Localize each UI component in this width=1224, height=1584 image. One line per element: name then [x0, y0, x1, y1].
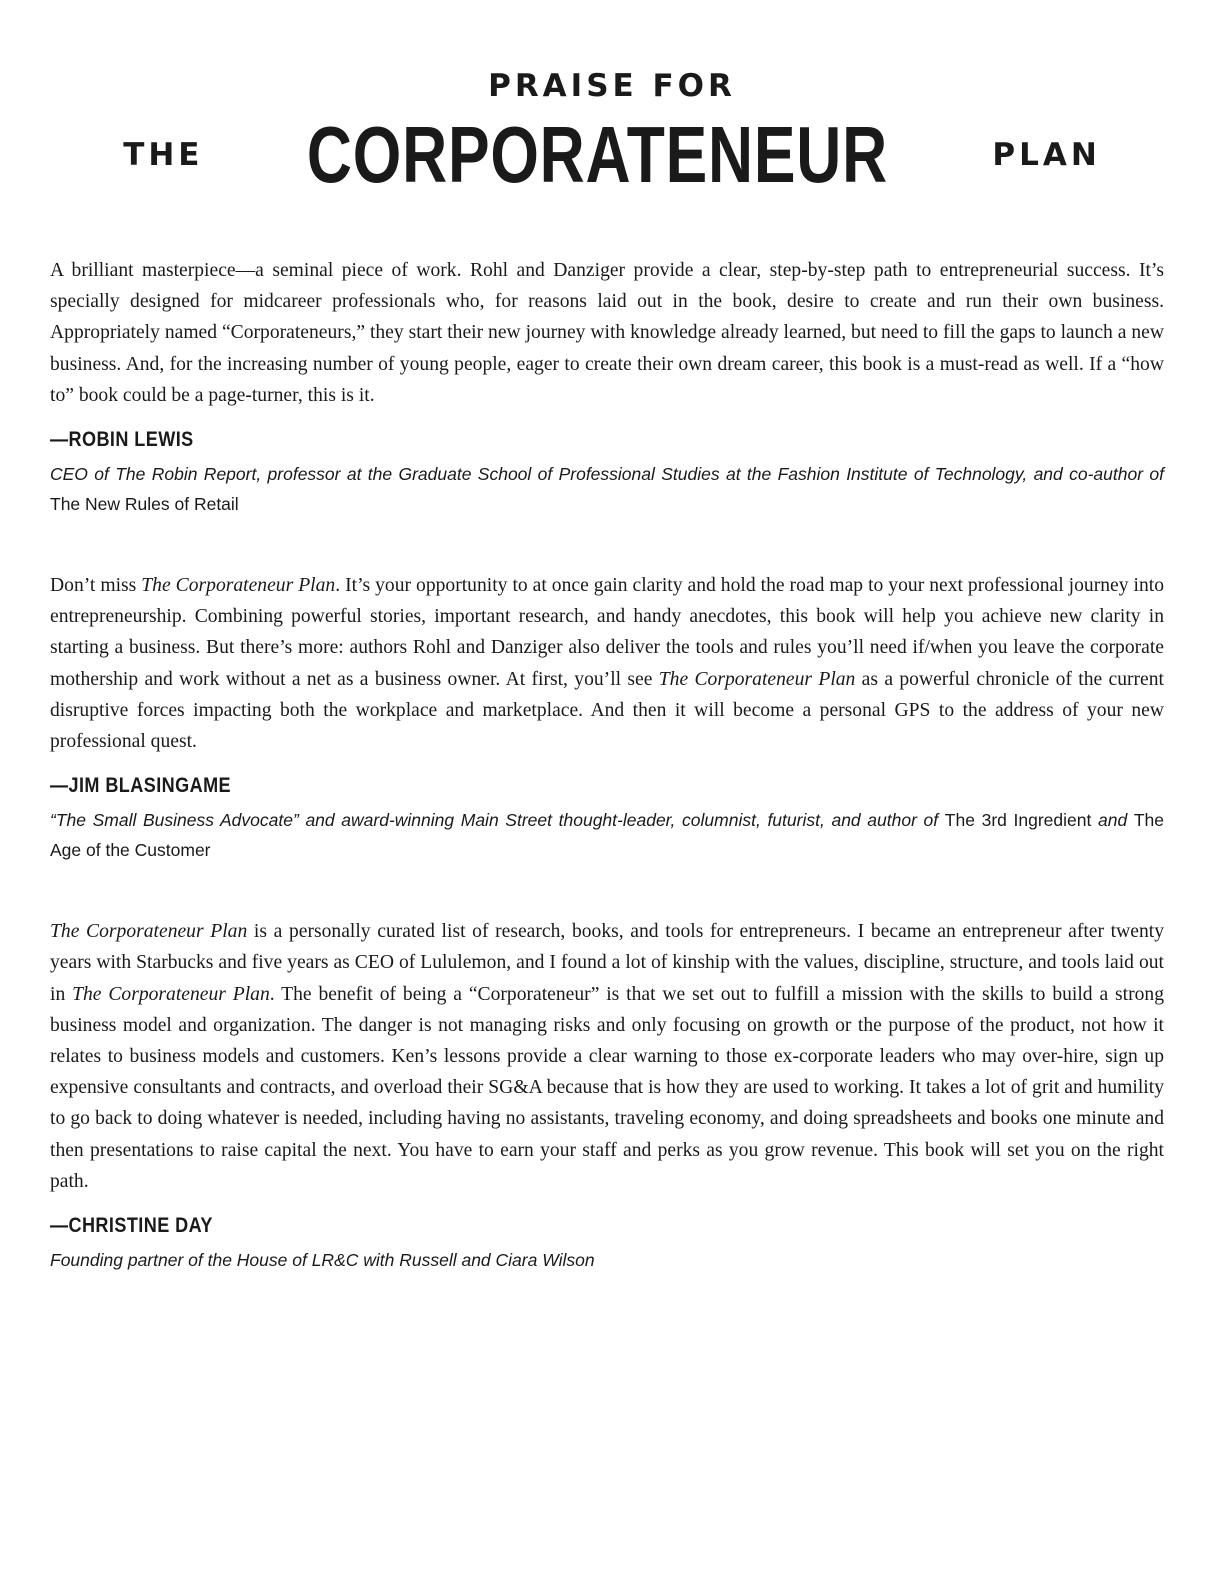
- book-title-ref: The 3rd Ingredient: [944, 810, 1092, 831]
- praise-block-robin-lewis: [50, 255, 1164, 519]
- quote-text: . It’s your opportunity to at once gain clarity and hold the road map to your next professional journey into entrepreneurship. Combining powerful stories, important research, and handy anecdotes, this book will help you achieve new clarity in starting a business. But there’s more: authors Rohl and Danziger also deliver the tools and rules you’ll need if/when you leave the corporate mothership and work without a net as a business owner. At first, you’ll see: [50, 575, 1165, 690]
- book-title-ref: The Age of the Customer: [50, 810, 1164, 861]
- quote-text: is a personally curated list of research, books, and tools for entrepreneurs. I became an entrepreneur after twenty years with Starbucks and five years as CEO of Lululemon, and I found a lot of kinship with the values, discipline, structure, and tools laid out in: [50, 921, 1164, 1005]
- book-title-ref: The Corporateneur Plan: [50, 921, 248, 943]
- desc-text: Founding partner of the House of LR&C with Russell and Ciara Wilson: [50, 1250, 595, 1271]
- title-suffix: PLAN: [992, 137, 1101, 173]
- desc-text: CEO of The Robin Report, professor at the Graduate School of Professional Studies at the Fashion Institute of Technology, and co-author of: [50, 464, 1164, 485]
- heading-kicker: PRAISE FOR: [488, 68, 736, 104]
- endorser-name: —CHRISTINE DAY: [50, 1214, 213, 1238]
- title-prefix: THE: [123, 137, 204, 173]
- praise-block-christine-day: [50, 916, 1164, 1275]
- quote-text: as a powerful chronicle of the current disruptive forces impacting both the workplace and marketplace. And then it will become a personal GPS to the address of your new professional quest.: [50, 668, 1164, 753]
- book-title-ref: The Corporateneur Plan: [141, 575, 336, 597]
- book-title: [0, 112, 1224, 198]
- praise-quote: [50, 255, 1164, 411]
- quote-text: Don’t miss: [50, 575, 142, 597]
- endorser-name: —ROBIN LEWIS: [50, 428, 194, 452]
- desc-text: “The Small Business Advocate” and award-winning Main Street thought-leader, columnist, futurist, and author of: [50, 810, 945, 831]
- book-title-ref: The New Rules of Retail: [50, 494, 239, 515]
- book-title-ref: The Corporateneur Plan: [72, 983, 270, 1005]
- quote-text: . The benefit of being a “Corporateneur” is that we set out to fulfill a mission with the skills to build a strong business model and organization. The danger is not managing risks and only focusing on growth or the purpose of the product, not how it relates to business models and customers. Ken’s lessons provide a clear warning to those ex-corporate leaders who may over-hire, sign up expensive consultants and contracts, and overload their SG&A because that is how they are used to working. It takes a lot of grit and humility to go back to doing whatever is needed, including having no assistants, traveling economy, and doing spreadsheets and books one minute and then presentations to raise capital the next. You have to earn your staff and perks as you grow revenue. This book will set you on the right path.: [50, 983, 1164, 1192]
- page-heading: [0, 62, 1224, 198]
- desc-text: and: [1091, 810, 1134, 831]
- quote-text: A brilliant masterpiece—a seminal piece of work. Rohl and Danziger provide a clear, step-by-step path to entrepreneurial success. It’s specially designed for midcareer professionals who, for reasons laid out in the book, desire to create and run their own business. Appropriately named “Corporateneurs,” they start their new journey with knowledge already learned, but need to fill the gaps to launch a new business. And, for the increasing number of young people, eager to create their own dream career, this book is a must-read as well. If a “how to” book could be a page-turner, this is it.: [50, 260, 1164, 406]
- endorser-description: [50, 1245, 1164, 1275]
- praise-block-jim-blasingame: [50, 570, 1164, 865]
- praise-quote: [50, 916, 1164, 1197]
- endorser-name: —JIM BLASINGAME: [50, 774, 232, 798]
- praise-list: [50, 255, 1164, 1275]
- endorser-description: [50, 459, 1164, 519]
- title-main: CORPORATENEUR: [307, 110, 889, 199]
- book-title-ref: The Corporateneur Plan: [658, 668, 856, 690]
- endorser-description: [50, 805, 1164, 865]
- praise-quote: [50, 570, 1164, 757]
